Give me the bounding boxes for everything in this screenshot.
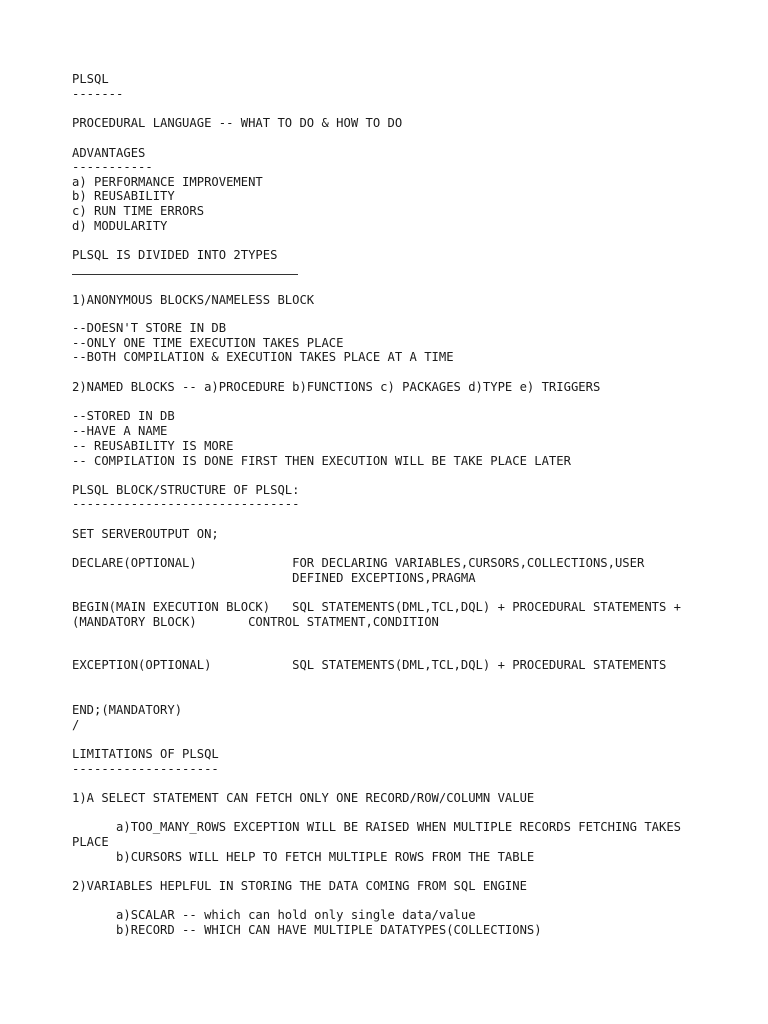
declare-section: DECLARE(OPTIONAL) FOR DECLARING VARIABLES,CURSORS,COLLECTIONS,USER [72, 556, 645, 570]
named-blocks-heading: 2)NAMED BLOCKS -- a)PROCEDURE b)FUNCTIONS c) PACKAGES d)TYPE e) TRIGGERS [72, 380, 601, 394]
advantage-item: a) PERFORMANCE IMPROVEMENT [72, 175, 263, 189]
anonymous-note: --DOESN'T STORE IN DB [72, 321, 227, 335]
named-note: --HAVE A NAME [72, 424, 168, 438]
structure-heading: PLSQL BLOCK/STRUCTURE OF PLSQL: [72, 483, 300, 497]
limitations-underline: -------------------- [72, 762, 219, 776]
anonymous-note: --BOTH COMPILATION & EXECUTION TAKES PLACE AT A TIME [72, 350, 454, 364]
block-terminator: / [72, 718, 80, 732]
named-note: --STORED IN DB [72, 409, 175, 423]
advantage-item: d) MODULARITY [72, 219, 168, 233]
exception-section: EXCEPTION(OPTIONAL) SQL STATEMENTS(DML,TCL,DQL) + PROCEDURAL STATEMENTS [72, 658, 667, 672]
advantage-item: b) REUSABILITY [72, 189, 175, 203]
begin-section: BEGIN(MAIN EXECUTION BLOCK) SQL STATEMENTS(DML,TCL,DQL) + PROCEDURAL STATEMENTS + [72, 600, 682, 614]
serveroutput-line: SET SERVEROUTPUT ON; [72, 527, 219, 541]
declare-section-cont: DEFINED EXCEPTIONS,PRAGMA [72, 571, 476, 585]
anonymous-block-heading: 1)ANONYMOUS BLOCKS/NAMELESS BLOCK [72, 293, 315, 307]
title-underline: ------- [72, 87, 124, 101]
advantages-underline: ----------- [72, 160, 153, 174]
limitation-subitem: a)TOO_MANY_ROWS EXCEPTION WILL BE RAISED WHEN MULTIPLE RECORDS FETCHING TAKES [72, 820, 682, 834]
end-section: END;(MANDATORY) [72, 703, 183, 717]
limitation-item: 1)A SELECT STATEMENT CAN FETCH ONLY ONE RECORD/ROW/COLUMN VALUE [72, 791, 535, 805]
begin-section-cont: (MANDATORY BLOCK) CONTROL STATMENT,CONDITION [72, 615, 439, 629]
limitation-item: 2)VARIABLES HEPLFUL IN STORING THE DATA COMING FROM SQL ENGINE [72, 879, 527, 893]
anonymous-note: --ONLY ONE TIME EXECUTION TAKES PLACE [72, 336, 344, 350]
limitation-subitem: b)RECORD -- WHICH CAN HAVE MULTIPLE DATATYPES(COLLECTIONS) [72, 923, 542, 937]
named-note: -- COMPILATION IS DONE FIRST THEN EXECUTION WILL BE TAKE PLACE LATER [72, 454, 571, 468]
doc-title: PLSQL [72, 72, 109, 86]
advantages-heading: ADVANTAGES [72, 146, 146, 160]
named-note: -- REUSABILITY IS MORE [72, 439, 234, 453]
limitation-subitem-cont: PLACE [72, 835, 109, 849]
structure-underline: ------------------------------- [72, 497, 300, 511]
limitation-subitem: a)SCALAR -- which can hold only single data/value [72, 908, 476, 922]
limitations-heading: LIMITATIONS OF PLSQL [72, 747, 219, 761]
types-heading-rule [72, 274, 298, 275]
advantage-item: c) RUN TIME ERRORS [72, 204, 205, 218]
definition-line: PROCEDURAL LANGUAGE -- WHAT TO DO & HOW TO DO [72, 116, 403, 130]
limitation-subitem: b)CURSORS WILL HELP TO FETCH MULTIPLE ROWS FROM THE TABLE [72, 850, 535, 864]
types-heading: PLSQL IS DIVIDED INTO 2TYPES [72, 248, 278, 262]
